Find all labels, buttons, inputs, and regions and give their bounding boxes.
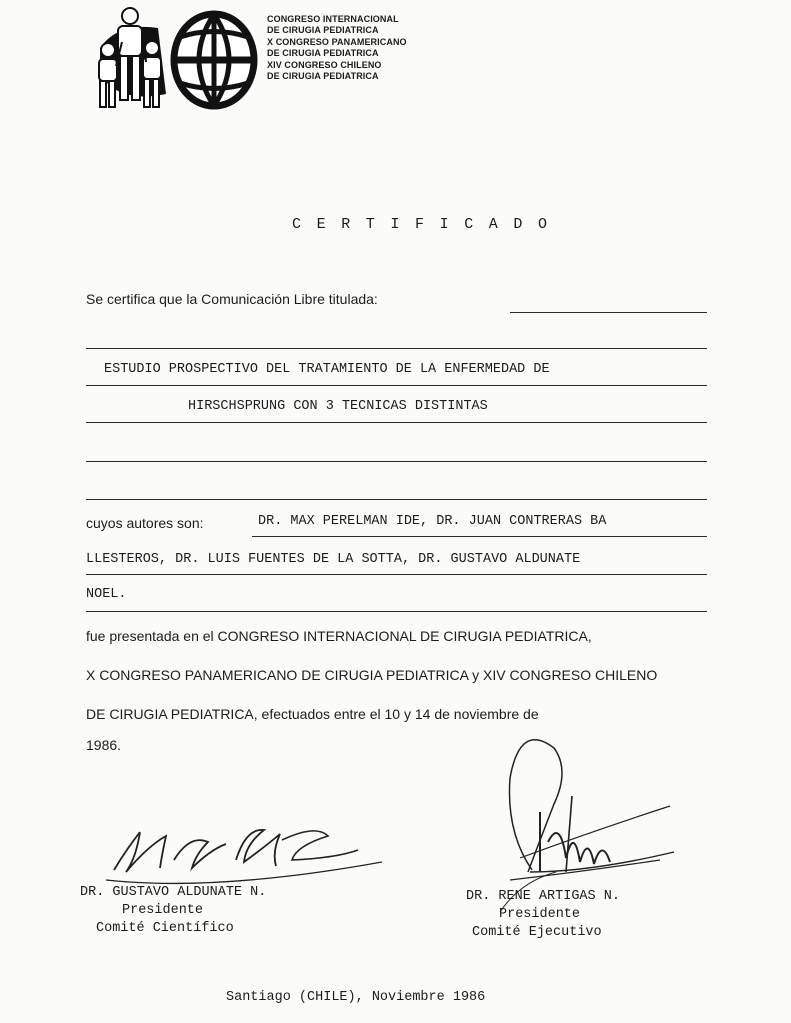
org-line: CONGRESO INTERNACIONAL [267,14,399,24]
org-line: X CONGRESO PANAMERICANO [267,37,407,47]
authors-label: cuyos autores son: [86,515,204,531]
right-signer-role: Presidente [499,907,581,922]
left-signer-committee: Comité Científico [96,921,234,936]
org-line: DE CIRUGIA PEDIATRICA [267,24,379,35]
fill-line [86,461,707,462]
authors-line-2: LLESTEROS, DR. LUIS FUENTES DE LA SOTTA, DR. GUSTAVO ALDUNATE [86,552,581,567]
place-date: Santiago (CHILE), Noviembre 1986 [226,990,486,1005]
fill-line [86,385,707,386]
fill-line [86,499,707,500]
closing-line: DE CIRUGIA PEDIATRICA, efectuados entre el 10 y 14 de noviembre de [86,706,539,722]
fill-line [86,611,707,612]
org-line: DE CIRUGIA PEDIATRICA [267,70,379,81]
closing-line: 1986. [86,737,122,753]
fill-line [510,312,707,313]
signature-right-icon [470,722,680,912]
work-title-line-2: HIRSCHSPRUNG CON 3 TECNICAS DISTINTAS [188,399,488,414]
closing-line: X CONGRESO PANAMERICANO DE CIRUGIA PEDIATRICA y XIV CONGRESO CHILENO [86,667,658,683]
closing-line: fue presentada en el CONGRESO INTERNACIONAL DE CIRUGIA PEDIATRICA, [86,628,592,644]
right-signer-committee: Comité Ejecutivo [472,925,602,940]
left-signer-role: Presidente [122,903,204,918]
work-title-line-1: ESTUDIO PROSPECTIVO DEL TRATAMIENTO DE LA ENFERMEDAD DE [104,362,550,377]
authors-line-1: DR. MAX PERELMAN IDE, DR. JUAN CONTRERAS BA [258,514,607,529]
certificate-title: CERTIFICADO [292,216,563,233]
intro-text: Se certifica que la Comunicación Libre titulada: [86,291,378,307]
left-signer-name: DR. GUSTAVO ALDUNATE N. [80,885,267,900]
fill-line [86,574,707,575]
fill-line [86,422,707,423]
fill-line [86,348,707,349]
congress-logo-icon [88,4,258,112]
authors-line-3: NOEL. [86,587,127,602]
right-signer-name: DR. RENE ARTIGAS N. [466,889,620,904]
congress-names [267,14,407,81]
fill-line [252,536,707,537]
org-line: DE CIRUGIA PEDIATRICA [267,47,379,58]
org-line: XIV CONGRESO CHILENO [267,60,382,70]
